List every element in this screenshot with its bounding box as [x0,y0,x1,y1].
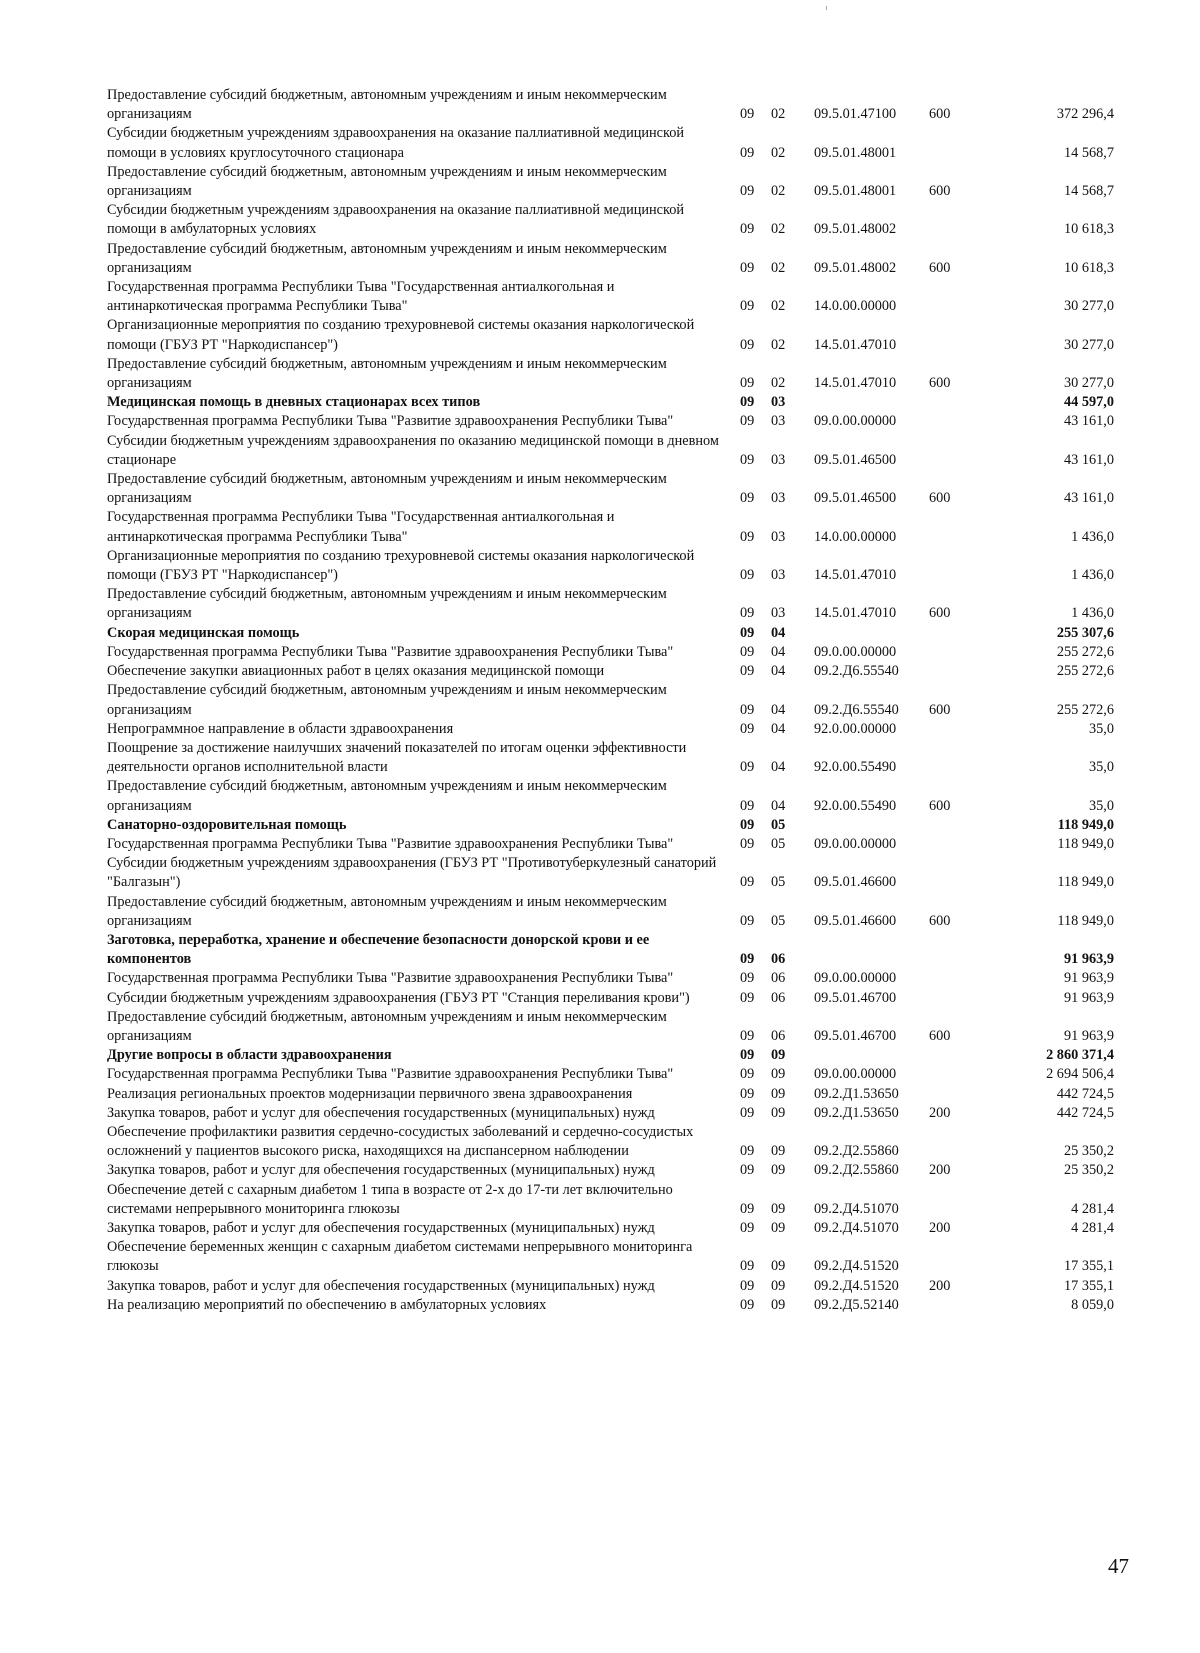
row-name: Санаторно-оздоровительная помощь [107,816,347,833]
row-name: Скорая медицинская помощь [107,624,300,641]
row-section: 09 [740,1258,755,1275]
row-target-article: 14.0.00.00000 [814,528,897,545]
table-row [107,1238,1114,1276]
row-amount: 442 724,5 [1056,1104,1114,1121]
row-subsection: 09 [771,1143,786,1160]
budget-table-page [107,86,1112,1315]
row-name: Заготовка, переработка, хранение и обеспечение безопасности донорской крови и ее компонентов [107,931,650,968]
row-name: Обеспечение беременных женщин с сахарным диабетом системами непрерывного мониторинга глюкозы [107,1239,693,1275]
row-expense-type [929,1065,997,1084]
row-expense-type [929,1238,997,1276]
row-amount: 35,0 [1088,720,1114,737]
row-target-article: 09.5.01.48001 [814,183,897,200]
table-row [107,240,1114,278]
row-name: Государственная программа Республики Тыва "Государственная антиалкогольная и антинаркотическая программа Республики Тыва" [107,279,615,315]
table-row [107,1008,1114,1046]
row-amount: 8 059,0 [1071,1296,1114,1313]
row-amount: 10 618,3 [1063,259,1114,276]
row-expense-type [929,816,997,835]
row-expense-type [929,1181,997,1219]
row-expense-type: 200 [929,1219,951,1236]
row-expense-type [929,624,997,643]
row-subsection: 03 [771,394,786,411]
row-target-article: 09.2.Д6.55540 [814,701,899,718]
row-subsection: 09 [771,1085,786,1102]
row-subsection: 03 [771,605,786,622]
row-expense-type [929,969,997,988]
row-expense-type [929,1123,997,1161]
table-row [107,163,1114,201]
row-target-article: 14.5.01.47010 [814,375,897,392]
row-name: Предоставление субсидий бюджетным, автономным учреждениям и иным некоммерческим организациям [107,240,667,276]
row-subsection: 02 [771,144,786,161]
table-row [107,393,1114,412]
row-name: Непрограммное направление в области здравоохранения [107,720,454,737]
row-name: Организационные мероприятия по созданию трехуровневой системы оказания наркологической помощи (ГБУЗ РТ "Наркодиспансер") [107,317,695,353]
row-subsection: 02 [771,106,786,123]
row-section: 09 [740,298,755,315]
row-target-article [814,1046,929,1065]
row-section: 09 [740,912,755,929]
row-target-article [814,624,929,643]
row-expense-type: 600 [929,183,951,200]
row-target-article: 09.5.01.46600 [814,874,897,891]
table-row [107,1046,1114,1065]
row-subsection: 09 [771,1219,786,1236]
row-section: 09 [740,528,755,545]
row-expense-type [929,854,997,892]
budget-table-body [107,86,1114,1315]
row-amount: 10 618,3 [1063,221,1114,238]
row-subsection: 02 [771,183,786,200]
row-subsection: 05 [771,816,786,833]
table-row [107,931,1114,969]
row-section: 09 [740,221,755,238]
row-amount: 43 161,0 [1063,490,1114,507]
row-target-article: 09.5.01.48002 [814,221,897,238]
row-name: Предоставление субсидий бюджетным, автономным учреждениям и иным некоммерческим организациям [107,87,667,123]
row-subsection: 02 [771,336,786,353]
row-target-article: 09.2.Д5.52140 [814,1296,899,1313]
row-section: 09 [740,970,755,987]
row-name: Другие вопросы в области здравоохранения [107,1047,392,1064]
row-expense-type: 200 [929,1277,951,1294]
table-row [107,893,1114,931]
row-expense-type [929,508,997,546]
row-section: 09 [740,375,755,392]
row-target-article: 14.5.01.47010 [814,605,897,622]
row-section: 09 [740,624,755,641]
table-row [107,1277,1114,1296]
table-row [107,508,1114,546]
row-expense-type [929,393,997,412]
row-name: Государственная программа Республики Тыва "Развитие здравоохранения Республики Тыва" [107,643,674,660]
row-expense-type [929,316,997,354]
row-name: На реализацию мероприятий по обеспечению в амбулаторных условиях [107,1296,547,1313]
row-subsection: 09 [771,1066,786,1083]
scan-speck [826,6,827,10]
table-row [107,86,1114,124]
row-expense-type: 600 [929,375,951,392]
row-target-article [814,393,929,412]
table-row [107,720,1114,739]
row-section: 09 [740,1162,755,1179]
row-expense-type [929,547,997,585]
row-subsection: 03 [771,567,786,584]
row-section: 09 [740,413,755,430]
table-row [107,1161,1114,1180]
row-target-article: 09.5.01.46500 [814,451,897,468]
row-target-article: 09.2.Д2.55860 [814,1162,899,1179]
row-amount: 4 281,4 [1071,1200,1114,1217]
row-amount: 91 963,9 [1063,1027,1114,1044]
table-row [107,201,1114,239]
row-amount: 17 355,1 [1063,1258,1114,1275]
row-subsection: 04 [771,663,786,680]
row-amount: 372 296,4 [1056,106,1114,123]
row-subsection: 09 [771,1104,786,1121]
row-expense-type: 200 [929,1162,951,1179]
row-amount: 44 597,0 [1063,394,1114,411]
row-subsection: 04 [771,643,786,660]
row-target-article: 09.2.Д1.53650 [814,1085,899,1102]
row-name: Закупка товаров, работ и услуг для обеспечения государственных (муниципальных) нужд [107,1162,655,1179]
row-target-article: 09.0.00.00000 [814,1066,897,1083]
row-section: 09 [740,605,755,622]
row-section: 09 [740,874,755,891]
row-amount: 30 277,0 [1063,375,1114,392]
row-section: 09 [740,1296,755,1313]
row-subsection: 04 [771,759,786,776]
row-name: Предоставление субсидий бюджетным, автономным учреждениям и иным некоммерческим организациям [107,893,667,929]
row-section: 09 [740,1027,755,1044]
row-subsection: 09 [771,1047,786,1064]
row-subsection: 05 [771,835,786,852]
row-section: 09 [740,816,755,833]
row-subsection: 03 [771,528,786,545]
row-amount: 255 272,6 [1056,701,1114,718]
row-section: 09 [740,835,755,852]
table-row [107,432,1114,470]
table-row [107,412,1114,431]
row-amount: 118 949,0 [1057,816,1114,833]
row-section: 09 [740,1047,755,1064]
row-name: Предоставление субсидий бюджетным, автономным учреждениям и иным некоммерческим организациям [107,778,667,814]
row-name: Предоставление субсидий бюджетным, автономным учреждениям и иным некоммерческим организациям [107,682,667,718]
row-target-article: 92.0.00.55490 [814,759,897,776]
row-amount: 17 355,1 [1063,1277,1114,1294]
row-section: 09 [740,183,755,200]
row-target-article [814,816,929,835]
row-expense-type [929,1046,997,1065]
row-subsection: 04 [771,720,786,737]
row-name: Субсидии бюджетным учреждениям здравоохранения на оказание паллиативной медицинской помощи в амбулаторных условиях [107,202,685,238]
row-section: 09 [740,106,755,123]
row-amount: 4 281,4 [1071,1219,1114,1236]
row-name: Субсидии бюджетным учреждениям здравоохранения на оказание паллиативной медицинской помощи в условиях круглосуточного стационара [107,125,685,161]
table-row [107,969,1114,988]
table-row [107,624,1114,643]
row-section: 09 [740,1085,755,1102]
row-amount: 442 724,5 [1056,1085,1114,1102]
row-amount: 43 161,0 [1063,451,1114,468]
table-row [107,355,1114,393]
row-section: 09 [740,951,755,968]
row-target-article: 09.2.Д4.51070 [814,1200,899,1217]
row-subsection: 03 [771,490,786,507]
row-name: Обеспечение закупки авиационных работ в целях оказания медицинской помощи [107,663,605,680]
row-target-article: 09.5.01.46500 [814,490,897,507]
row-expense-type [929,931,997,969]
row-name: Организационные мероприятия по созданию трехуровневой системы оказания наркологической помощи (ГБУЗ РТ "Наркодиспансер") [107,547,695,584]
row-subsection: 09 [771,1162,786,1179]
row-target-article: 14.0.00.00000 [814,298,897,315]
row-name: Обеспечение детей с сахарным диабетом 1 типа в возрасте от 2-х до 17-ти лет включительно системами непрерывного мониторинга глюкозы [107,1181,673,1217]
table-row [107,1296,1114,1315]
table-row [107,124,1114,162]
row-name: Закупка товаров, работ и услуг для обеспечения государственных (муниципальных) нужд [107,1219,655,1236]
row-target-article: 09.0.00.00000 [814,835,897,852]
table-row [107,816,1114,835]
row-amount: 1 436,0 [1071,605,1114,622]
row-target-article: 09.2.Д4.51520 [814,1277,899,1294]
row-amount: 30 277,0 [1063,298,1114,315]
row-target-article: 09.0.00.00000 [814,970,897,987]
row-amount: 2 694 506,4 [1046,1066,1114,1083]
row-subsection: 09 [771,1258,786,1275]
row-amount: 118 949,0 [1057,874,1114,891]
row-amount: 91 963,9 [1063,951,1114,968]
table-row [107,585,1114,623]
row-name: Предоставление субсидий бюджетным, автономным учреждениям и иным некоммерческим организациям [107,355,667,392]
row-amount: 30 277,0 [1063,336,1114,353]
row-section: 09 [740,1104,755,1121]
row-target-article: 09.2.Д6.55540 [814,663,899,680]
row-subsection: 09 [771,1200,786,1217]
table-row [107,547,1114,585]
row-amount: 255 272,6 [1056,643,1114,660]
row-amount: 25 350,2 [1063,1162,1114,1179]
table-row [107,1181,1114,1219]
row-subsection: 02 [771,375,786,392]
row-name: Закупка товаров, работ и услуг для обеспечения государственных (муниципальных) нужд [107,1277,655,1294]
row-target-article: 09.2.Д4.51070 [814,1219,899,1236]
row-section: 09 [740,394,755,411]
row-subsection: 02 [771,298,786,315]
row-section: 09 [740,567,755,584]
row-section: 09 [740,490,755,507]
row-expense-type [929,739,997,777]
row-expense-type: 600 [929,106,951,123]
table-row [107,777,1114,815]
row-expense-type [929,643,997,662]
row-target-article: 09.2.Д1.53650 [814,1104,899,1121]
row-section: 09 [740,720,755,737]
row-expense-type [929,124,997,162]
row-expense-type [929,432,997,470]
row-target-article: 09.0.00.00000 [814,643,897,660]
row-name: Государственная программа Республики Тыва "Развитие здравоохранения Республики Тыва" [107,970,674,987]
row-expense-type [929,1085,997,1104]
row-target-article: 09.2.Д2.55860 [814,1143,899,1160]
row-subsection: 05 [771,912,786,929]
row-section: 09 [740,1066,755,1083]
row-amount: 35,0 [1088,759,1114,776]
table-row [107,1123,1114,1161]
table-row [107,1219,1114,1238]
row-section: 09 [740,643,755,660]
row-amount: 255 272,6 [1056,663,1114,680]
row-subsection: 06 [771,989,786,1006]
row-expense-type: 600 [929,797,951,814]
row-section: 09 [740,1200,755,1217]
row-target-article: 09.5.01.48001 [814,144,897,161]
table-row [107,854,1114,892]
row-subsection: 05 [771,874,786,891]
row-target-article: 14.5.01.47010 [814,567,897,584]
row-name: Медицинская помощь в дневных стационарах всех типов [107,394,481,411]
row-amount: 255 307,6 [1056,624,1114,641]
row-name: Поощрение за достижение наилучших значений показателей по итогам оценки эффективности деятельности органов исполнительной власти [107,739,687,776]
row-expense-type: 600 [929,701,951,718]
row-expense-type: 600 [929,912,951,929]
row-subsection: 04 [771,624,786,641]
row-amount: 35,0 [1088,797,1114,814]
row-name: Реализация региональных проектов модернизации первичного звена здравоохранения [107,1085,633,1102]
row-section: 09 [740,451,755,468]
row-amount: 118 949,0 [1057,835,1114,852]
row-target-article [814,931,929,969]
row-section: 09 [740,663,755,680]
table-row [107,278,1114,316]
table-row [107,681,1114,719]
row-subsection: 09 [771,1296,786,1313]
table-row [107,1104,1114,1123]
row-name: Предоставление субсидий бюджетным, автономным учреждениям и иным некоммерческим организациям [107,586,667,622]
row-name: Предоставление субсидий бюджетным, автономным учреждениям и иным некоммерческим организациям [107,163,667,200]
row-expense-type [929,989,997,1008]
row-section: 09 [740,989,755,1006]
page-number: 47 [1108,1554,1129,1578]
row-expense-type [929,1296,997,1315]
table-row [107,316,1114,354]
row-amount: 43 161,0 [1063,413,1114,430]
row-amount: 14 568,7 [1063,144,1114,161]
table-row [107,1065,1114,1084]
row-section: 09 [740,259,755,276]
row-subsection: 06 [771,951,786,968]
row-amount: 118 949,0 [1057,912,1114,929]
row-expense-type: 600 [929,1027,951,1044]
table-row [107,835,1114,854]
row-target-article: 09.0.00.00000 [814,413,897,430]
row-name: Субсидии бюджетным учреждениям здравоохранения (ГБУЗ РТ "Противотуберкулезный санаторий "Балгазын") [107,855,717,891]
row-subsection: 06 [771,970,786,987]
row-section: 09 [740,759,755,776]
row-expense-type [929,201,997,239]
row-expense-type [929,412,997,431]
row-target-article: 09.5.01.46700 [814,1027,897,1044]
row-expense-type: 600 [929,490,951,507]
row-target-article: 09.5.01.46700 [814,989,897,1006]
row-name: Закупка товаров, работ и услуг для обеспечения государственных (муниципальных) нужд [107,1104,655,1121]
row-amount: 25 350,2 [1063,1143,1114,1160]
row-target-article: 09.5.01.48002 [814,259,897,276]
row-name: Обеспечение профилактики развития сердечно-сосудистых заболеваний и сердечно-сосудистых осложнений у пациентов высокого риска, находящихся на диспансерном наблюдении [107,1123,694,1160]
row-subsection: 03 [771,451,786,468]
row-amount: 1 436,0 [1071,528,1114,545]
row-section: 09 [740,701,755,718]
table-row [107,1085,1114,1104]
row-subsection: 06 [771,1027,786,1044]
row-section: 09 [740,336,755,353]
row-target-article: 14.5.01.47010 [814,336,897,353]
table-row [107,739,1114,777]
row-name: Субсидии бюджетным учреждениям здравоохранения по оказанию медицинской помощи в дневном стационаре [107,432,719,468]
row-name: Предоставление субсидий бюджетным, автономным учреждениям и иным некоммерческим организациям [107,471,667,507]
row-name: Предоставление субсидий бюджетным, автономным учреждениям и иным некоммерческим организациям [107,1008,667,1044]
row-section: 09 [740,1219,755,1236]
row-name: Субсидии бюджетным учреждениям здравоохранения (ГБУЗ РТ "Станция переливания крови") [107,989,690,1006]
budget-table [107,86,1114,1315]
row-target-article: 09.5.01.47100 [814,106,897,123]
row-target-article: 09.2.Д4.51520 [814,1258,899,1275]
row-amount: 91 963,9 [1063,970,1114,987]
row-subsection: 09 [771,1277,786,1294]
row-name: Государственная программа Республики Тыва "Государственная антиалкогольная и антинаркотическая программа Республики Тыва" [107,509,615,545]
row-expense-type: 600 [929,605,951,622]
row-name: Государственная программа Республики Тыва "Развитие здравоохранения Республики Тыва" [107,413,674,430]
row-expense-type: 200 [929,1104,951,1121]
row-amount: 1 436,0 [1071,567,1114,584]
row-amount: 14 568,7 [1063,183,1114,200]
row-expense-type [929,835,997,854]
row-expense-type: 600 [929,259,951,276]
row-expense-type [929,278,997,316]
row-target-article: 09.5.01.46600 [814,912,897,929]
row-section: 09 [740,1143,755,1160]
row-expense-type [929,662,997,681]
row-subsection: 02 [771,259,786,276]
row-expense-type [929,720,997,739]
table-row [107,662,1114,681]
row-section: 09 [740,797,755,814]
row-subsection: 04 [771,701,786,718]
row-amount: 2 860 371,4 [1046,1047,1114,1064]
row-subsection: 03 [771,413,786,430]
row-subsection: 02 [771,221,786,238]
row-name: Государственная программа Республики Тыва "Развитие здравоохранения Республики Тыва" [107,835,674,852]
table-row [107,989,1114,1008]
table-row [107,470,1114,508]
row-section: 09 [740,1277,755,1294]
table-row [107,643,1114,662]
row-target-article: 92.0.00.00000 [814,720,897,737]
row-amount: 91 963,9 [1063,989,1114,1006]
row-target-article: 92.0.00.55490 [814,797,897,814]
row-section: 09 [740,144,755,161]
row-subsection: 04 [771,797,786,814]
row-name: Государственная программа Республики Тыва "Развитие здравоохранения Республики Тыва" [107,1066,674,1083]
